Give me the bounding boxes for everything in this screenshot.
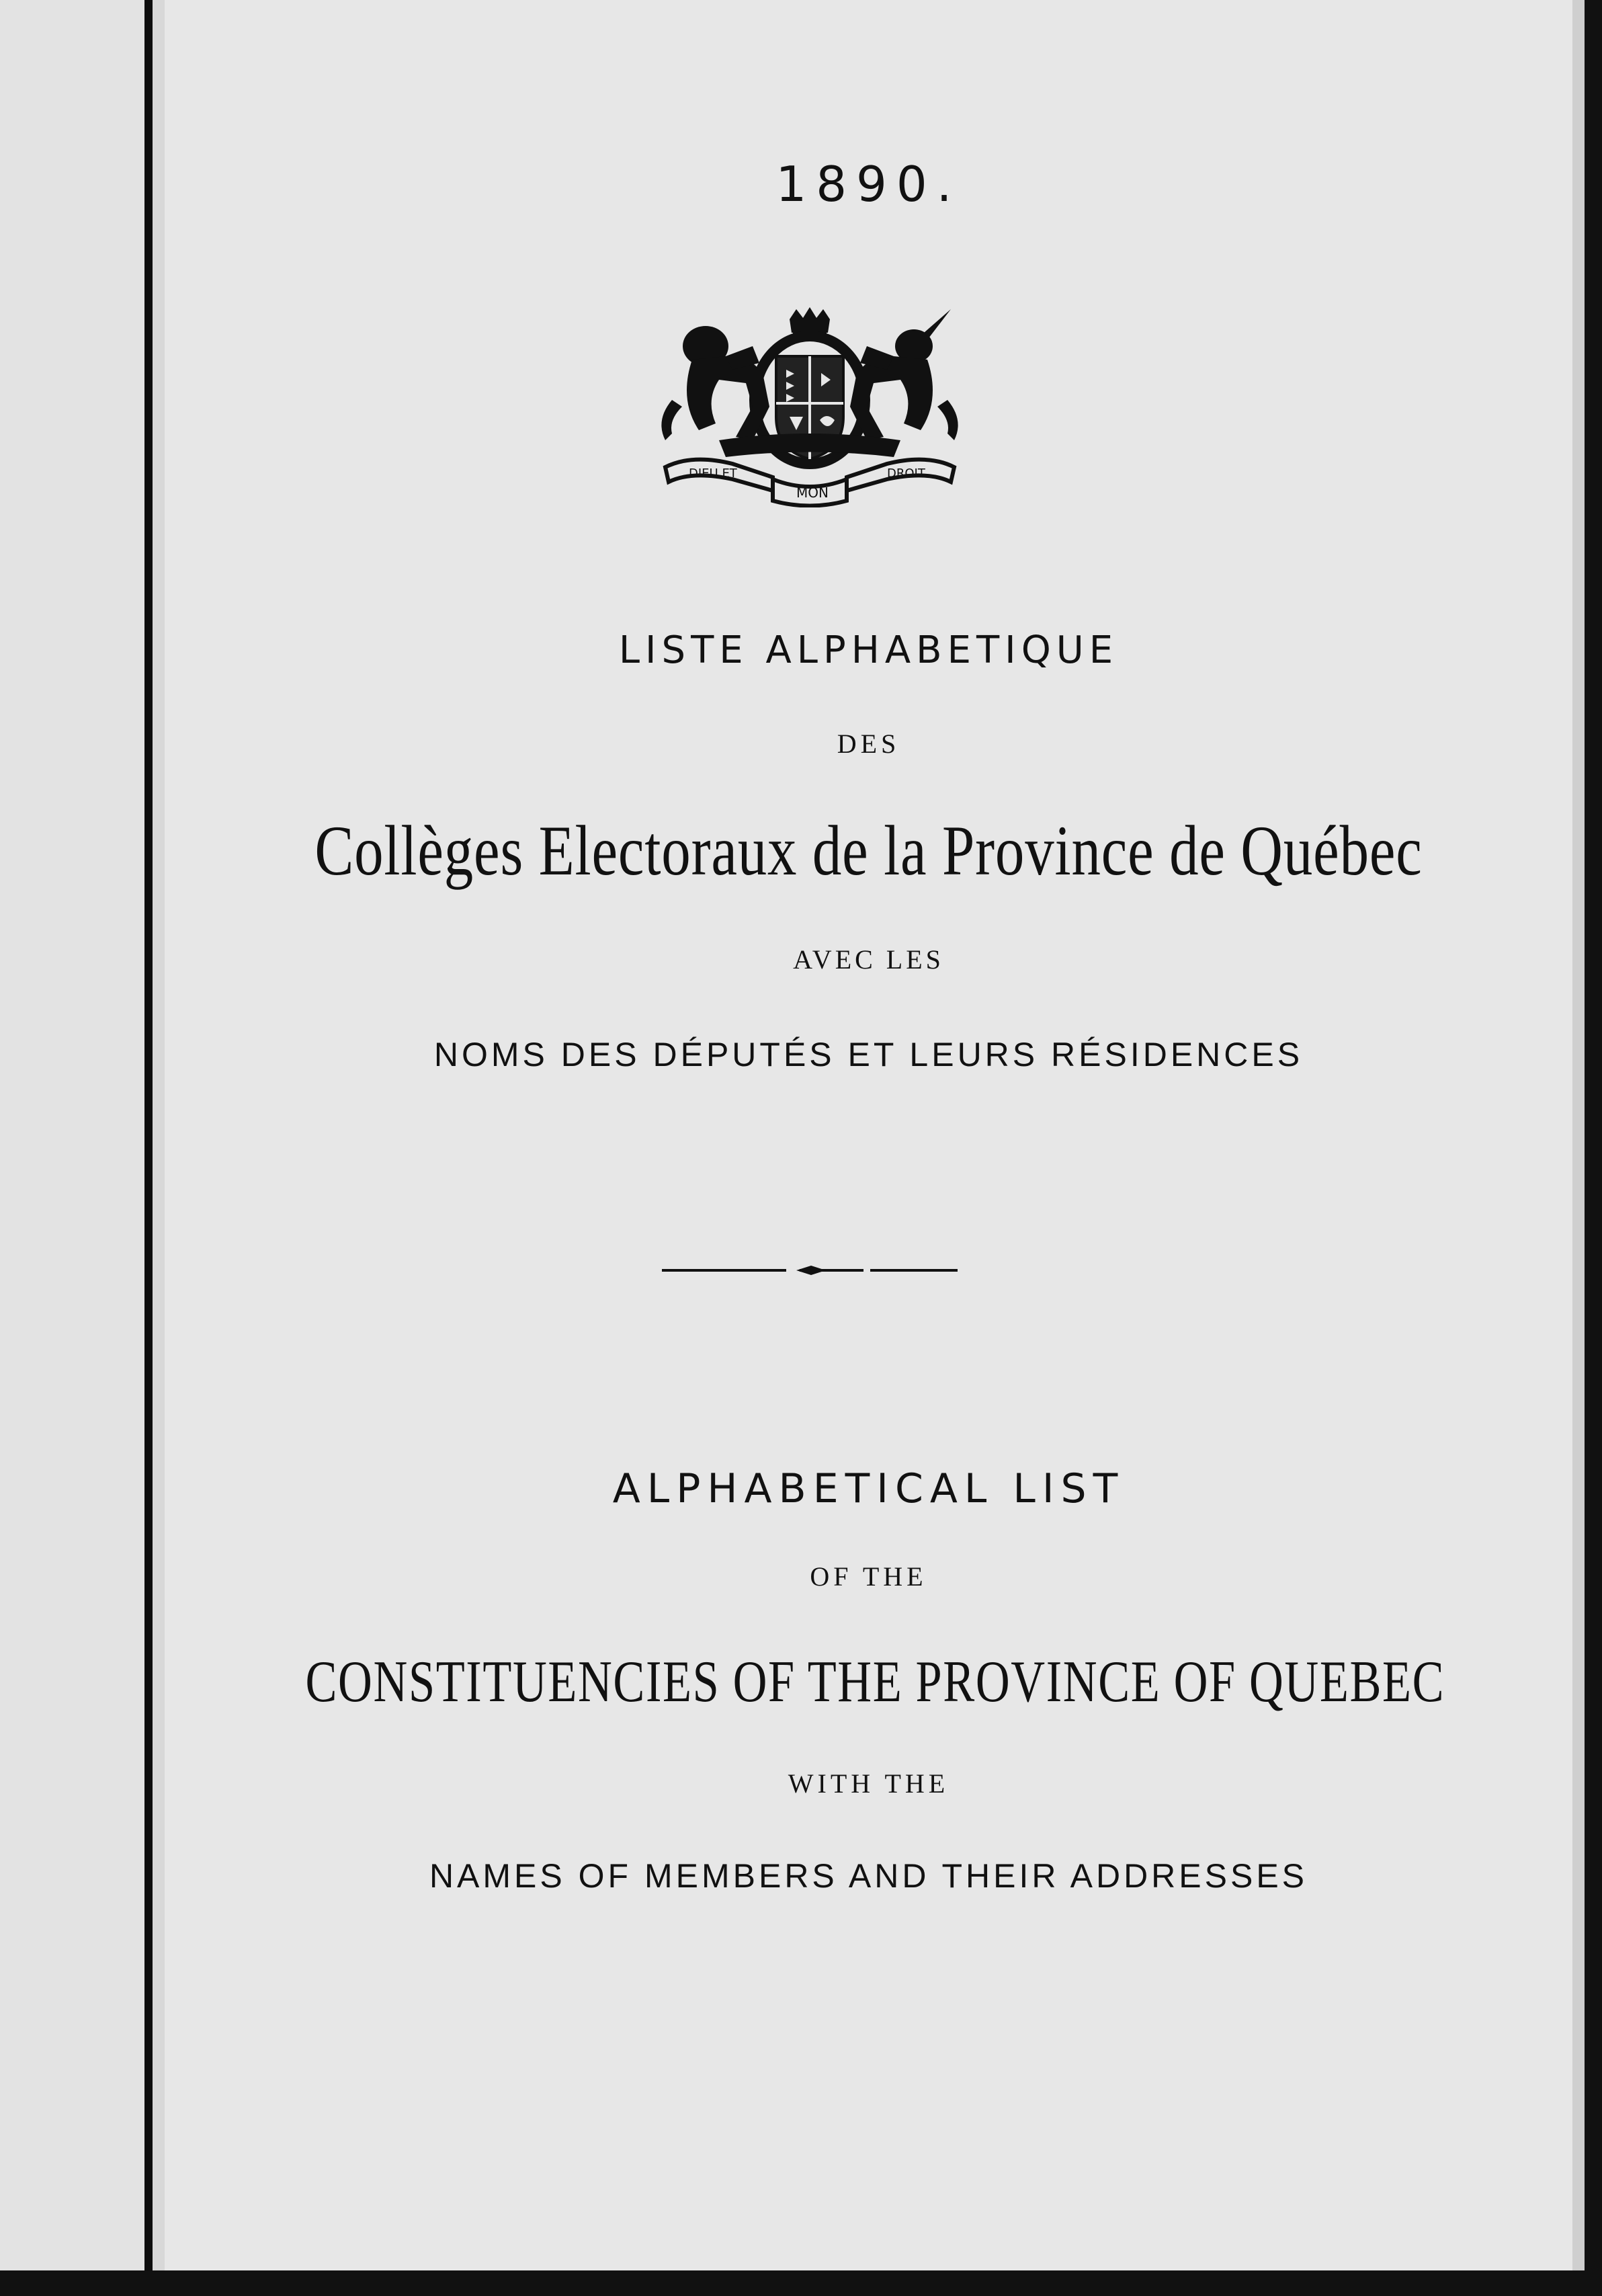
year-heading: 1890. [775,156,962,212]
royal-coat-of-arms-icon [652,306,968,507]
english-with-the: WITH THE [788,1768,950,1799]
french-des: DES [837,729,900,759]
english-of-the: OF THE [810,1561,927,1592]
french-subtitle: NOMS DES DÉPUTÉS ET LEURS RÉSIDENCES [433,1036,1304,1073]
binding-edge-line [144,0,153,2296]
french-title: Collèges Electoraux de la Province de Québec [314,811,1423,890]
english-subtitle: NAMES OF MEMBERS AND THEIR ADDRESSES [429,1857,1308,1895]
english-heading: ALPHABETICAL LIST [612,1465,1125,1512]
english-title: CONSTITUENCIES OF THE PROVINCE OF QUEBEC [305,1649,1445,1715]
left-page-margin [0,0,144,2296]
right-scan-border [1585,0,1602,2296]
right-page-shadow [1572,0,1585,2296]
motto-right-text: DROIT [887,466,925,481]
motto-left-text: DIEU ET [689,466,737,481]
motto-center-text: MON [796,485,829,501]
french-avec-les: AVEC LES [793,944,944,975]
bottom-scan-border [0,2270,1602,2296]
ornamental-divider [662,1264,958,1277]
french-heading: LISTE ALPHABETIQUE [618,628,1119,672]
page-edge-strip [153,0,165,2296]
